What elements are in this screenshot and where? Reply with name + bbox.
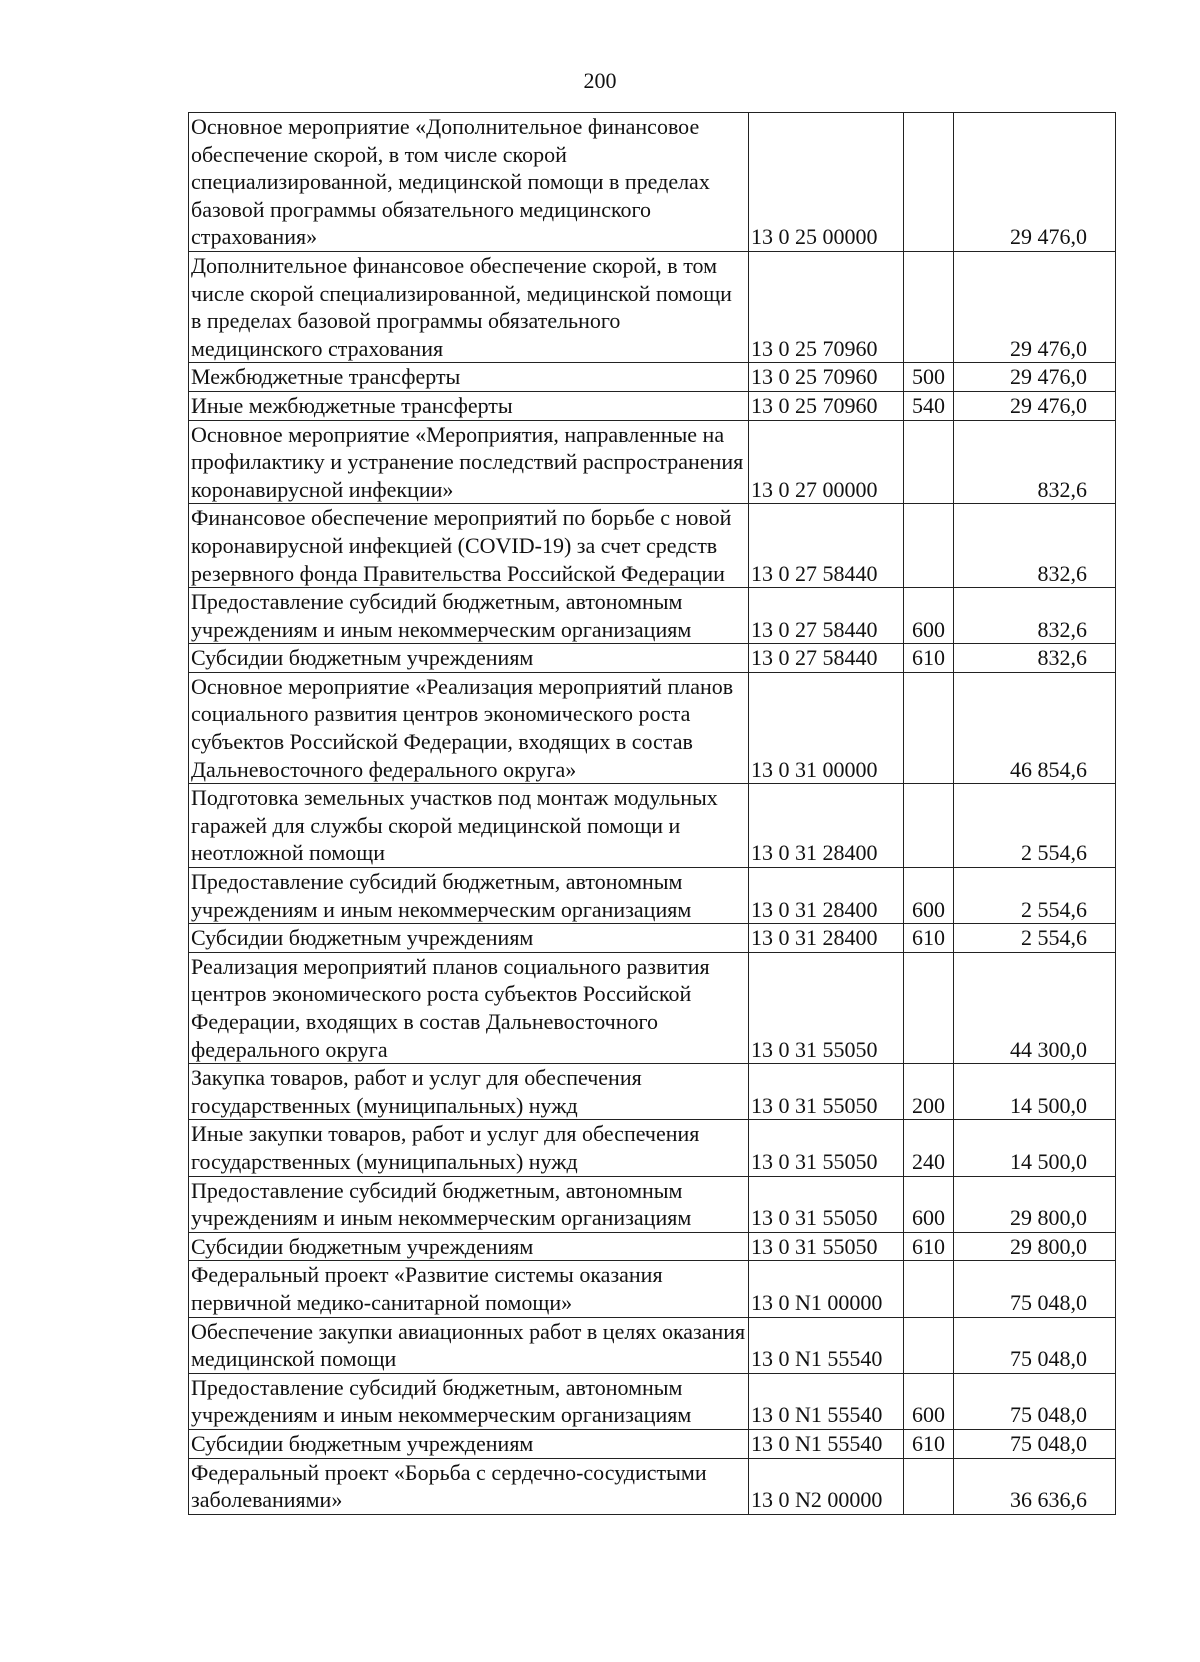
row-name: Федеральный проект «Развитие системы оказания первичной медико-санитарной помощи» [189, 1261, 749, 1317]
row-name: Субсидии бюджетным учреждениям [189, 1429, 749, 1458]
table-row [189, 251, 1116, 362]
table-row [189, 1064, 1116, 1120]
row-code: 13 0 27 00000 [749, 420, 904, 504]
row-name: Обеспечение закупки авиационных работ в целях оказания медицинской помощи [189, 1317, 749, 1373]
row-amount: 832,6 [954, 504, 1116, 588]
row-expense-type: 200 [904, 1064, 954, 1120]
row-amount: 36 636,6 [954, 1458, 1116, 1514]
row-expense-type: 240 [904, 1120, 954, 1176]
row-name: Предоставление субсидий бюджетным, автономным учреждениям и иным некоммерческим организациям [189, 868, 749, 924]
row-name: Субсидии бюджетным учреждениям [189, 924, 749, 953]
row-amount: 2 554,6 [954, 924, 1116, 953]
table-row [189, 924, 1116, 953]
row-expense-type [904, 672, 954, 783]
row-expense-type [904, 251, 954, 362]
row-amount: 29 800,0 [954, 1232, 1116, 1261]
page-number: 200 [583, 68, 617, 93]
row-amount: 75 048,0 [954, 1429, 1116, 1458]
row-amount: 14 500,0 [954, 1120, 1116, 1176]
table-row [189, 113, 1116, 252]
row-code: 13 0 31 55050 [749, 1176, 904, 1232]
table-row [189, 952, 1116, 1063]
row-code: 13 0 25 70960 [749, 251, 904, 362]
row-code: 13 0 N2 00000 [749, 1458, 904, 1514]
row-code: 13 0 27 58440 [749, 588, 904, 644]
table-row [189, 1261, 1116, 1317]
row-code: 13 0 31 00000 [749, 672, 904, 783]
row-amount: 46 854,6 [954, 672, 1116, 783]
row-name: Субсидии бюджетным учреждениям [189, 1232, 749, 1261]
row-amount: 29 476,0 [954, 113, 1116, 252]
table-row [189, 672, 1116, 783]
row-amount: 75 048,0 [954, 1373, 1116, 1429]
row-expense-type [904, 784, 954, 868]
table-row [189, 1373, 1116, 1429]
row-amount: 29 476,0 [954, 251, 1116, 362]
row-name: Дополнительное финансовое обеспечение скорой, в том числе скорой специализированной, медицинской помощи в пределах базовой программы обязательного медицинского страхования [189, 251, 749, 362]
row-code: 13 0 31 28400 [749, 784, 904, 868]
row-name: Иные межбюджетные трансферты [189, 391, 749, 420]
row-code: 13 0 N1 55540 [749, 1373, 904, 1429]
row-amount: 29 800,0 [954, 1176, 1116, 1232]
row-name: Основное мероприятие «Дополнительное финансовое обеспечение скорой, в том числе скорой специализированной, медицинской помощи в пределах базовой программы обязательного медицинского страхования» [189, 113, 749, 252]
row-expense-type: 540 [904, 391, 954, 420]
table-row [189, 1317, 1116, 1373]
row-amount: 2 554,6 [954, 868, 1116, 924]
table-row [189, 504, 1116, 588]
row-expense-type: 610 [904, 924, 954, 953]
table-row [189, 644, 1116, 673]
row-code: 13 0 31 28400 [749, 924, 904, 953]
row-amount: 832,6 [954, 588, 1116, 644]
table-row [189, 1458, 1116, 1514]
row-code: 13 0 25 70960 [749, 363, 904, 392]
row-expense-type: 610 [904, 1232, 954, 1261]
row-name: Иные закупки товаров, работ и услуг для обеспечения государственных (муниципальных) нужд [189, 1120, 749, 1176]
budget-table [188, 112, 1116, 1515]
row-name: Предоставление субсидий бюджетным, автономным учреждениям и иным некоммерческим организациям [189, 588, 749, 644]
row-amount: 832,6 [954, 644, 1116, 673]
row-amount: 75 048,0 [954, 1261, 1116, 1317]
row-amount: 75 048,0 [954, 1317, 1116, 1373]
row-expense-type: 600 [904, 868, 954, 924]
row-amount: 29 476,0 [954, 391, 1116, 420]
table-row [189, 868, 1116, 924]
row-code: 13 0 25 00000 [749, 113, 904, 252]
table-row [189, 1120, 1116, 1176]
row-amount: 832,6 [954, 420, 1116, 504]
row-expense-type [904, 420, 954, 504]
row-code: 13 0 31 55050 [749, 1232, 904, 1261]
table-row [189, 363, 1116, 392]
table-row [189, 1429, 1116, 1458]
row-expense-type: 610 [904, 644, 954, 673]
row-code: 13 0 31 55050 [749, 1064, 904, 1120]
row-name: Предоставление субсидий бюджетным, автономным учреждениям и иным некоммерческим организациям [189, 1373, 749, 1429]
row-expense-type [904, 1458, 954, 1514]
table-row [189, 420, 1116, 504]
row-name: Реализация мероприятий планов социального развития центров экономического роста субъектов Российской Федерации, входящих в состав Дальневосточного федерального округа [189, 952, 749, 1063]
row-expense-type: 610 [904, 1429, 954, 1458]
row-expense-type [904, 1317, 954, 1373]
row-name: Основное мероприятие «Реализация мероприятий планов социального развития центров экономического роста субъектов Российской Федерации, входящих в состав Дальневосточного федерального округа» [189, 672, 749, 783]
row-amount: 2 554,6 [954, 784, 1116, 868]
row-name: Подготовка земельных участков под монтаж модульных гаражей для службы скорой медицинской помощи и неотложной помощи [189, 784, 749, 868]
row-code: 13 0 N1 55540 [749, 1317, 904, 1373]
row-amount: 29 476,0 [954, 363, 1116, 392]
row-code: 13 0 27 58440 [749, 504, 904, 588]
row-name: Предоставление субсидий бюджетным, автономным учреждениям и иным некоммерческим организациям [189, 1176, 749, 1232]
table-row [189, 588, 1116, 644]
table-row [189, 1232, 1116, 1261]
row-expense-type [904, 952, 954, 1063]
table-row [189, 784, 1116, 868]
row-expense-type: 600 [904, 588, 954, 644]
row-code: 13 0 25 70960 [749, 391, 904, 420]
row-expense-type [904, 504, 954, 588]
row-code: 13 0 31 28400 [749, 868, 904, 924]
row-expense-type: 600 [904, 1176, 954, 1232]
table-row [189, 1176, 1116, 1232]
row-code: 13 0 27 58440 [749, 644, 904, 673]
row-name: Финансовое обеспечение мероприятий по борьбе с новой коронавирусной инфекцией (COVID-19) за счет средств резервного фонда Правительства Российской Федерации [189, 504, 749, 588]
row-code: 13 0 N1 00000 [749, 1261, 904, 1317]
row-amount: 44 300,0 [954, 952, 1116, 1063]
row-name: Субсидии бюджетным учреждениям [189, 644, 749, 673]
row-code: 13 0 N1 55540 [749, 1429, 904, 1458]
row-name: Федеральный проект «Борьба с сердечно-сосудистыми заболеваниями» [189, 1458, 749, 1514]
row-expense-type: 600 [904, 1373, 954, 1429]
row-expense-type [904, 113, 954, 252]
table-row [189, 391, 1116, 420]
row-expense-type: 500 [904, 363, 954, 392]
row-name: Основное мероприятие «Мероприятия, направленные на профилактику и устранение последствий распространения коронавирусной инфекции» [189, 420, 749, 504]
row-amount: 14 500,0 [954, 1064, 1116, 1120]
row-code: 13 0 31 55050 [749, 952, 904, 1063]
row-name: Закупка товаров, работ и услуг для обеспечения государственных (муниципальных) нужд [189, 1064, 749, 1120]
row-name: Межбюджетные трансферты [189, 363, 749, 392]
row-code: 13 0 31 55050 [749, 1120, 904, 1176]
row-expense-type [904, 1261, 954, 1317]
